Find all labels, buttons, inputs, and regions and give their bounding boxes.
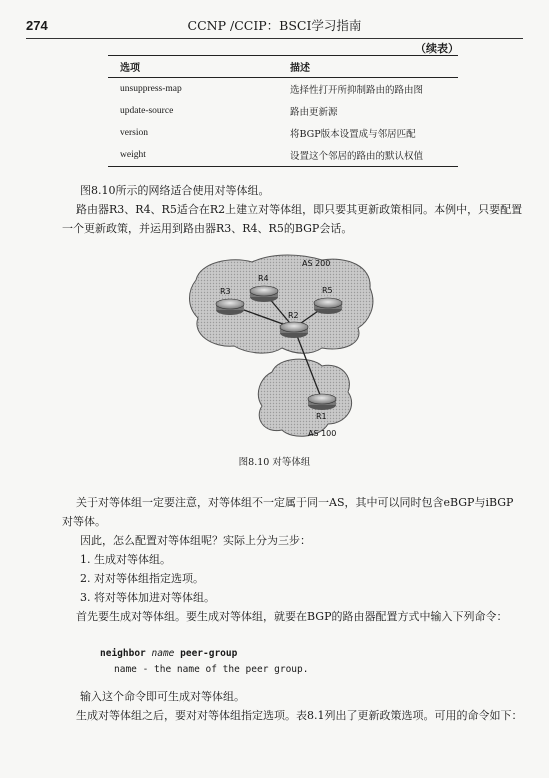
router-r3-icon (216, 299, 244, 315)
step-3: 3. 将对等体加进对等体组。 (80, 591, 215, 604)
paragraph-steps-intro: 因此，怎么配置对等体组呢？实际上分为三步： (80, 534, 311, 547)
figure-caption: 图8.10 对等体组 (238, 457, 311, 468)
options-table (108, 55, 458, 167)
network-diagram (182, 252, 382, 452)
as-100-label: AS 100 (308, 429, 337, 438)
table-header-row (108, 56, 458, 78)
option-cell: version (120, 128, 148, 138)
r4-label: R4 (258, 274, 269, 283)
as-100-cloud (258, 359, 351, 436)
step-1: 1. 生成对等体组。 (80, 553, 171, 566)
table-continued-label: （续表） (415, 42, 459, 55)
table-row (108, 144, 458, 167)
command-syntax (100, 648, 237, 659)
router-r4-icon (250, 286, 278, 302)
description-cell: 选择性打开所抑制路由的路由图 (290, 85, 424, 96)
step-2: 2. 对对等体组指定选项。 (80, 572, 204, 585)
paragraph-create: 首先要生成对等体组。要生成对等体组，就要在BGP的路由器配置方式中输入下列命令： (76, 610, 508, 623)
paragraph-intro: 图8.10所示的网络适合使用对等体组。 (80, 184, 270, 197)
r1-label: R1 (316, 412, 327, 421)
table-row (108, 78, 458, 101)
page-header (26, 14, 523, 36)
router-r2-icon (280, 322, 308, 338)
page-number: 274 (26, 18, 48, 33)
description-cell: 将BGP版本设置成与邻居匹配 (290, 129, 416, 140)
command-argument: name (151, 648, 175, 659)
paragraph-note: 关于对等体组一定要注意，对等体组不一定属于同一AS，其中可以同时包含eBGP与iBGP对等体。 (62, 496, 514, 528)
header-rule (26, 38, 523, 39)
table-row (108, 100, 458, 122)
paragraph-routers: 路由器R3、R4、R5适合在R2上建立对等体组，即只要其更新政策相同。本例中，只要配置一个更新政策，并运用到路由器R3、R4、R5的BGP会话。 (62, 203, 523, 235)
paragraph-result: 输入这个命令即可生成对等体组。 (80, 690, 245, 703)
column-header-option: 选项 (108, 56, 278, 78)
description-cell: 路由更新源 (290, 107, 338, 118)
option-cell: unsuppress-map (120, 84, 182, 94)
running-title: CCNP /CCIP：BSCI学习指南 (187, 18, 362, 33)
router-r5-icon (314, 298, 342, 314)
option-cell: weight (108, 144, 278, 167)
column-header-description: 描述 (278, 56, 458, 78)
r5-label: R5 (322, 286, 333, 295)
r2-label: R2 (288, 311, 299, 320)
command-keyword: neighbor (100, 648, 146, 659)
network-figure (182, 252, 382, 452)
router-r1-icon (308, 394, 336, 410)
as-200-label: AS 200 (302, 259, 331, 268)
r3-label: R3 (220, 287, 231, 296)
command-peer-group: peer-group (180, 648, 238, 659)
description-cell: 设置这个邻居的路由的默认权值 (278, 144, 458, 167)
option-cell: update-source (120, 106, 174, 116)
command-description: name - the name of the peer group. (114, 664, 309, 675)
paragraph-options: 生成对等体组之后，要对对等体组指定选项。表8.1列出了更新政策选项。可用的命令如下： (76, 709, 523, 722)
table-row (108, 122, 458, 144)
